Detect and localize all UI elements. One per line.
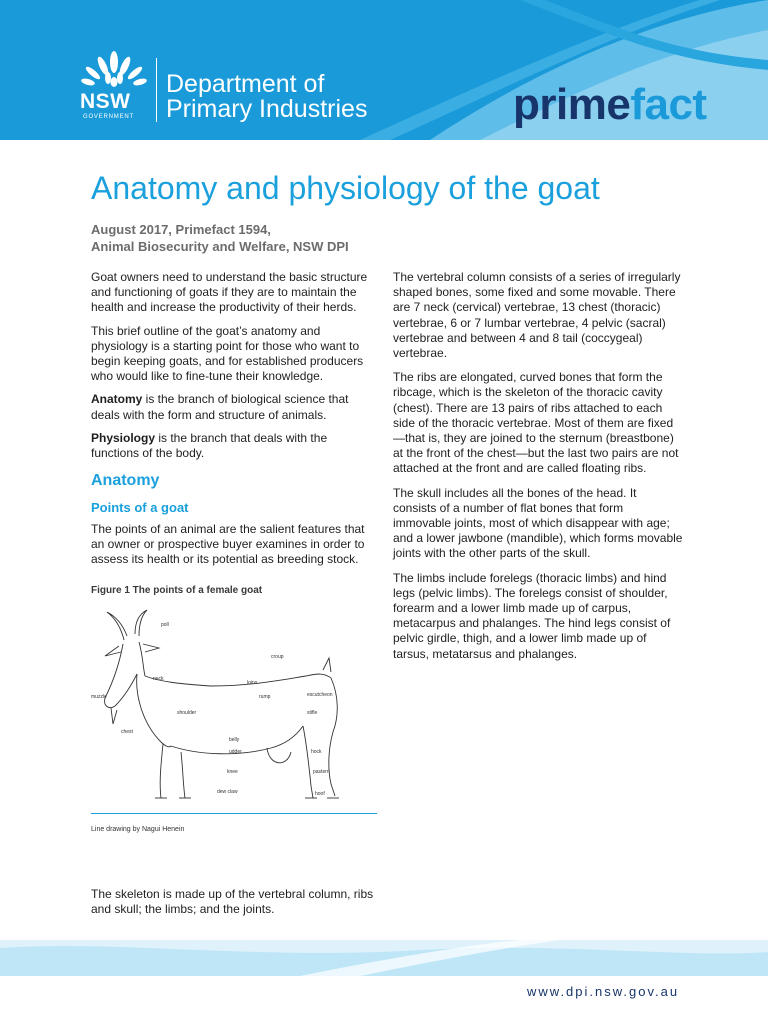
label-shoulder: shoulder [177, 710, 197, 717]
left-column [91, 270, 377, 838]
label-udder: udder [229, 749, 242, 756]
label-rump: rump [259, 694, 271, 701]
intro-paragraph: Goat owners need to understand the basic structure and functioning of goats if they are to maintain the health and increase the productivity of their herds. [91, 270, 368, 315]
figure-credit: Line drawing by Nagui Henein [91, 826, 185, 834]
points-paragraph: The points of an animal are the salient features that an owner or prospective buyer examines in order to assess its health or its potential as breeding stock. [91, 521, 365, 567]
right-column [393, 270, 683, 671]
page-title: Anatomy and physiology of the goat [91, 170, 600, 206]
label-neck: neck [153, 676, 164, 683]
anatomy-term: Anatomy [91, 392, 143, 407]
skeleton-paragraph: The skeleton is made up of the vertebral column, ribs and skull; the limbs; and the joints. [91, 887, 374, 917]
label-hoof: hoof [315, 791, 325, 798]
label-poll: poll [161, 622, 169, 629]
meta-date-line: August 2017, Primefact 1594, [91, 222, 271, 237]
anatomy-definition [91, 392, 377, 422]
physiology-definition-text: is the branch that deals with the functions of the body. [91, 430, 328, 461]
vertebral-column-paragraph: The vertebral column consists of a series of irregularly shaped bones, some fixed and some movable. There are 7 neck (cervical) vertebrae, 13 chest (thoracic) vertebrae, 6 or 7 lumbar vertebrae, 4 pelvic (sacral) vertebrae and between 4 and 8 tail (coccygeal) vertebrae. [393, 270, 681, 361]
label-loins: loins [247, 680, 258, 687]
goat-figure [91, 606, 377, 811]
department-line-2: Primary Industries [166, 95, 368, 123]
figure-rule [91, 813, 377, 814]
goat-line-drawing [91, 606, 377, 811]
meta-division-line: Animal Biosecurity and Welfare, NSW DPI [91, 239, 349, 254]
limbs-paragraph: The limbs include forelegs (thoracic limbs) and hind legs (pelvic limbs). The forelegs consist of shoulder, forearm and a lower limb made up of carpus, metacarpus and phalanges. The hind legs consist of pelvic girdle, thigh, and a lower limb made up of tarsus, metatarsus and phalanges. [393, 570, 671, 661]
label-escutcheon: escutcheon [307, 692, 333, 699]
label-belly: belly [229, 737, 240, 744]
heading-anatomy: Anatomy [91, 472, 160, 490]
label-pastern: pastern [313, 769, 330, 776]
label-knee: knee [227, 769, 238, 776]
publication-meta [91, 221, 349, 255]
ribs-paragraph: The ribs are elongated, curved bones that form the ribcage, which is the skeleton of the thoracic cavity (chest). There are 13 pairs of ribs attached to each side of the thoracic vertebrae. Most of them are fixed—that is, they are joined to the sternum (breastbone) at the front of the chest—but the last two pairs are not attached at the front and are called floating ribs. [393, 370, 679, 476]
figure-caption: Figure 1 The points of a female goat [91, 585, 263, 597]
skull-paragraph: The skull includes all the bones of the head. It consists of a number of flat bones that form immovable joints, most of which disappear with age; and a lower jawbone (mandible), which forms movable joints with the other parts of the skull. [393, 485, 683, 561]
subheading-points-of-a-goat: Points of a goat [91, 500, 189, 516]
primefact-brand [513, 80, 707, 130]
brand-fact: fact [630, 80, 707, 129]
label-chest: chest [121, 729, 133, 736]
label-hock: hock [311, 749, 322, 756]
government-logo-subtext: GOVERNMENT [83, 114, 135, 120]
logo-divider [156, 58, 157, 122]
label-dew-claw: dew claw [217, 789, 238, 796]
header-banner [0, 0, 768, 140]
label-muzzle: muzzle [91, 694, 107, 701]
physiology-term: Physiology [91, 430, 156, 445]
footer-url[interactable]: www.dpi.nsw.gov.au [527, 984, 680, 999]
anatomy-definition-text: is the branch of biological science that deals with the form and structure of animals. [91, 392, 349, 422]
label-croup: croup [271, 654, 284, 661]
label-stifle: stifle [307, 710, 318, 717]
footer-wave-graphic [0, 940, 768, 976]
brand-prime: prime [513, 80, 631, 129]
department-line-1: Department of [166, 70, 325, 98]
physiology-definition [91, 431, 377, 461]
outline-paragraph: This brief outline of the goat’s anatomy and physiology is a starting point for those who want to begin keeping goats, and for established producers who would like to fine-tune their knowledge. [91, 323, 364, 384]
nsw-logo-text: NSW [80, 90, 131, 113]
department-name [166, 72, 367, 122]
